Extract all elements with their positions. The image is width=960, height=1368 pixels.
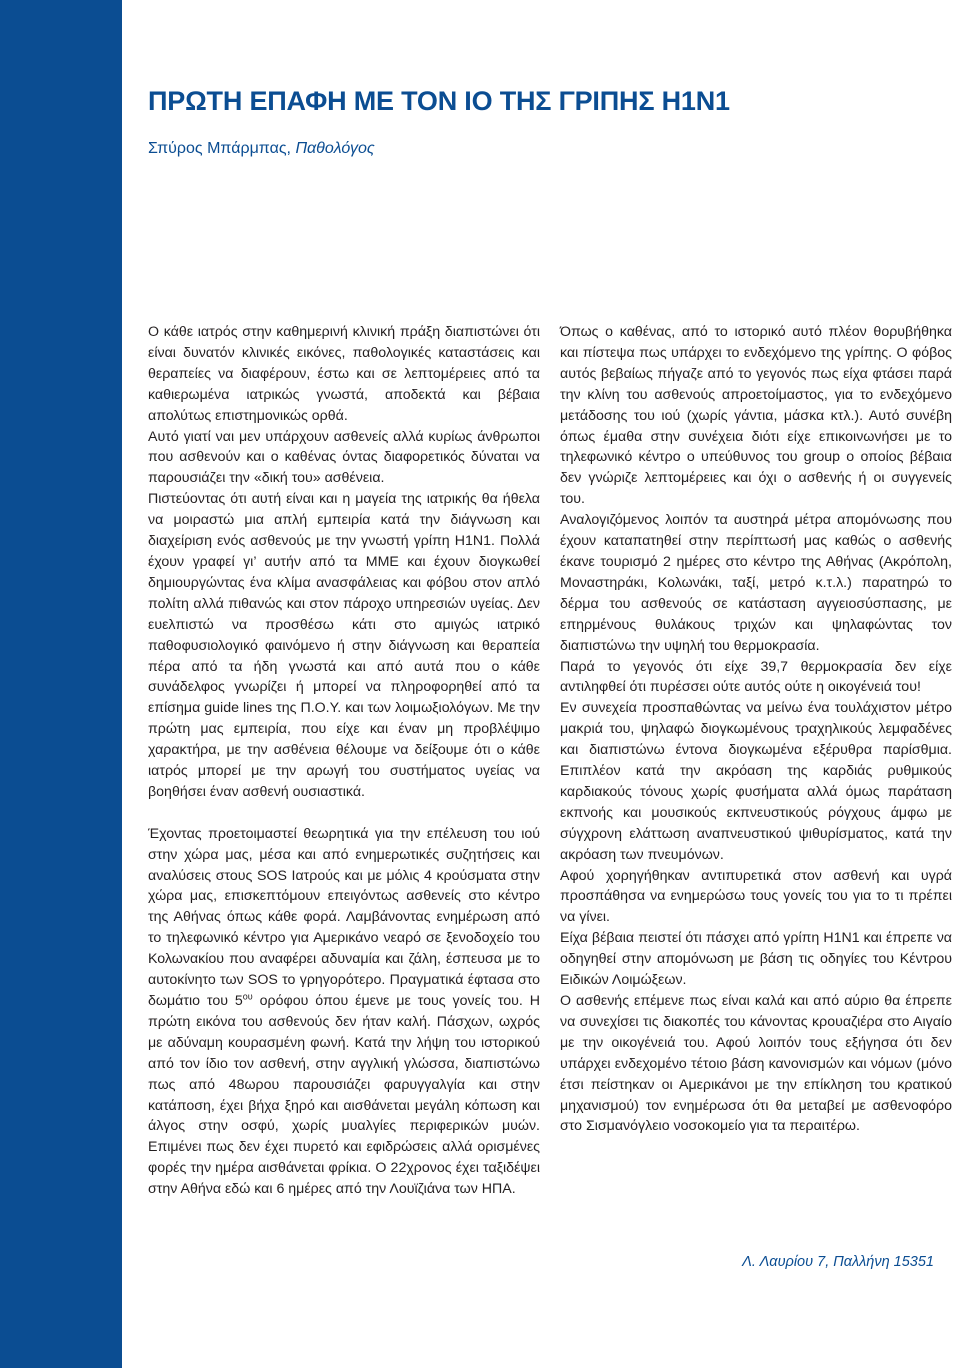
paragraph: Είχα βέβαια πειστεί ότι πάσχει από γρίπη Η1Ν1 και έπρεπε να οδηγηθεί στην απομόνωση με βάση τις οδηγίες του Κέντρου Ειδικών Λοιμώξεων. bbox=[560, 930, 952, 989]
paragraph: Παρά το γεγονός ότι είχε 39,7 θερμοκρασία δεν είχε αντιληφθεί ότι πυρέσσει ούτε αυτός ούτε η οικογένειά του! bbox=[560, 658, 952, 696]
paragraph: Αναλογιζόμενος λοιπόν τα αυστηρά μέτρα απομόνωσης που έχουν καταπατηθεί στην περίπτωσή μας καθώς ο ασθενής έκανε τουρισμό 2 ημέρες στο κέντρο της Αθήνας (Ακρόπολη, Μοναστηράκι, Κολωνάκι, ταξί, μετρό κ.τ.λ.) παρατηρώ το δέρμα του ασθενούς σε κατάσταση αγγειοσύσπασης, με επηρμένους θυλάκους τριχών και ψηλαφώντας τον διαπιστώνω την υψηλή του θερμοκρασία. bbox=[560, 512, 952, 654]
paragraph-text: ορόφου όπου έμενε με τους γονείς του. Η πρώτη εικόνα του ασθενούς δεν ήταν καλή. Πάσχων, ωχρός με αδύναμη κουρασμένη φωνή. Κατά την λήψη του ιστορικού από τον ίδιο τον ασθενή, στην αγγλική γλώσσα, διαπιστώνω πως από 48ωρου παρουσιάζει φαρυγγαλγία και στην κατάποση, έχει βήχα ξηρό και αισθάνεται μεγάλη κόπωση και άλγος στην οσφύ, χωρίς μυαλγίες περιφερικών μυών. Επιμένει πως δεν έχει πυρετό και εφιδρώσεις αλλά ορισμένες φορές την ημέρα αισθάνεται φρίκια. Ο 22χρονος έχει ταξιδέψει στην Αθήνα εδώ και 6 ημέρες από την Λουϊζιάνα των ΗΠΑ. bbox=[148, 992, 540, 1198]
paragraph-text: Έχοντας προετοιμαστεί θεωρητικά για την επέλευση του ιού στην χώρα μας, μέσα και από ενημερωτικές συζητήσεις και αναλύσεις στους SOS Ιατρούς και με μόλις 4 κρούσματα στην χώρα μας, επισκεπτόμουν επειγόντως ασθενείς στο κέντρο της Αθήνας όπως κάθε φορά. Λαμβάνοντας ενημέρωση από το τηλεφωνικό κέντρο για Αμερικάνο νεαρό σε ξενοδοχείο του Κολωνακίου που αναφέρει αδυναμία και ζάλη, έσπευσα με το αυτοκίνητο των SOS το γρηγορότερο. Πραγματικά έφτασα στο δωμάτιο του 5 bbox=[148, 825, 540, 1009]
left-text-column bbox=[148, 322, 540, 1200]
paragraph: Εν συνεχεία προσπαθώντας να μείνω ένα τουλάχιστον μέτρο μακριά του, ψηλαφώ διογκωμένους τραχηλικούς λεμφαδένες και διαπιστώνω έντονα διογκωμένα εξέρυθρα παρίσθμια. Επιπλέον κατά την ακρόαση της καρδιάς ρυθμικούς καρδιακούς τόνους χωρίς φυσήματα αλλά όμως παράταση εκπνοής και μουσικούς εκπνευστικούς ρόγχους άμφω με σύγχρονη ελάττωση αναπνευστικού ψιθυρίσματος, κατά την ακρόαση των πνευμόνων. bbox=[560, 700, 952, 863]
ordinal-superscript: ου bbox=[242, 991, 253, 1002]
paragraph: Όπως ο καθένας, από το ιστορικό αυτό πλέον θορυβήθηκα και πίστεψα πως υπάρχει το ενδεχόμενο της γρίπης. Ο φόβος αυτός βεβαίως πήγαζε από το γεγονός πως είχα φτάσει παρά την κλίνη του ασθενούς απροετοίμαστος, για το ενδεχόμενο μετάδοσης του ιού (χωρίς γάντια, μάσκα κτλ.). Αυτό συνέβη όπως έμαθα στην συνέχεια διότι είχε επικοινωνήσει με το τηλεφωνικό κέντρο ο υπεύθυνος του group ο οποίος βέβαια δεν γνώριζε λεπτομέρειες και όχι ο ασθενής ή οι συγγενείς του. bbox=[560, 324, 952, 508]
author-role: Παθολόγος bbox=[291, 140, 375, 157]
paragraph: Ο ασθενής επέμενε πως είναι καλά και από αύριο θα έπρεπε να συνεχίσει τις διακοπές του κάνοντας κρουαζιέρα στο Αιγαίο με την οικογένειά του. Αφού λοιπόν τους εξήγησα ότι δεν υπάρχει ενδεχομένο τέτοιο βάση κανονισμών και νόμων (μόνο έτσι πείστηκαν οι Αμερικάνοι με την επίκληση του κρατικού μηχανισμού) τον ενημέρωσα ότι θα μεταβεί με ασθενοφόρο στο Σισμανόγλειο νοσοκομείο για τα περαιτέρω. bbox=[560, 993, 952, 1135]
author-line bbox=[148, 140, 375, 158]
paragraph bbox=[148, 824, 540, 1200]
author-name: Σπύρος Μπάρμπας, bbox=[148, 140, 291, 157]
article-title: ΠΡΩΤΗ ΕΠΑΦΗ ΜΕ ΤΟΝ ΙΟ ΤΗΣ ΓΡΙΠΗΣ Η1Ν1 bbox=[148, 86, 730, 116]
paragraph: Ο κάθε ιατρός στην καθημερινή κλινική πράξη διαπιστώνει ότι είναι δυνατόν κλινικές εικόνες, παθολογικές καταστάσεις και θεραπείες να διαφέρουν, έστω και σε λεπτομέρειες από τα καθιερωμένα ιατρικώς γνωστά, αποδεκτά και βέβαια απολύτως επιστημονικώς ορθά. bbox=[148, 324, 540, 424]
paragraph: Αυτό γιατί ναι μεν υπάρχουν ασθενείς αλλά κυρίως άνθρωποι που ασθενούν και ο καθένας όντας διαφορετικός δύναται να παρουσιάζει την «δική του» ασθένεια. bbox=[148, 428, 540, 487]
paragraph: Πιστεύοντας ότι αυτή είναι και η μαγεία της ιατρικής θα ήθελα να μοιραστώ μια απλή εμπειρία κατά την διάγνωση και διαχείριση ενός ασθενούς με την γνωστή γρίπη Η1Ν1. Πολλά έχουν γραφεί γι’ αυτήν από τα ΜΜΕ και έχουν διογκωθεί δημιουργώντας ένα κλίμα ανασφάλειας και φόβου στον απλό πολίτη αλλά πιθανώς και στον πάροχο υπηρεσιών υγείας. Δεν ευελπιστώ να προσθέσω κάτι στο αμιγώς ιατρικό παθοφυσιολογικό φαινόμενο ή στην διάγνωση και θεραπεία πέρα από τα ήδη γνωστά και από αυτά που ο κάθε συνάδελφος γνωρίζει ή μπορεί να πληροφορηθεί από τα επίσημα guide lines της Π.Ο.Υ. και των λοιμωξιολόγων. Με την πρώτη μας εμπειρία, που είχε και έναν μη προβλέψιμο χαρακτήρα, με την ασθένεια θέλουμε να δείξουμε ότι ο κάθε ιατρός μπορεί με την αρωγή του συστήματος υγείας να βοηθήσει έναν ασθενή ουσιαστικά. bbox=[148, 491, 540, 800]
blue-sidebar-band bbox=[0, 0, 122, 1368]
right-text-column bbox=[560, 322, 952, 1137]
author-address: Λ. Λαυρίου 7, Παλλήνη 15351 bbox=[742, 1254, 934, 1270]
paragraph: Αφού χορηγήθηκαν αντιπυρετικά στον ασθενή και υγρά προσπάθησα να ενημερώσω τους γονείς του για το τι πρέπει να γίνει. bbox=[560, 867, 952, 926]
